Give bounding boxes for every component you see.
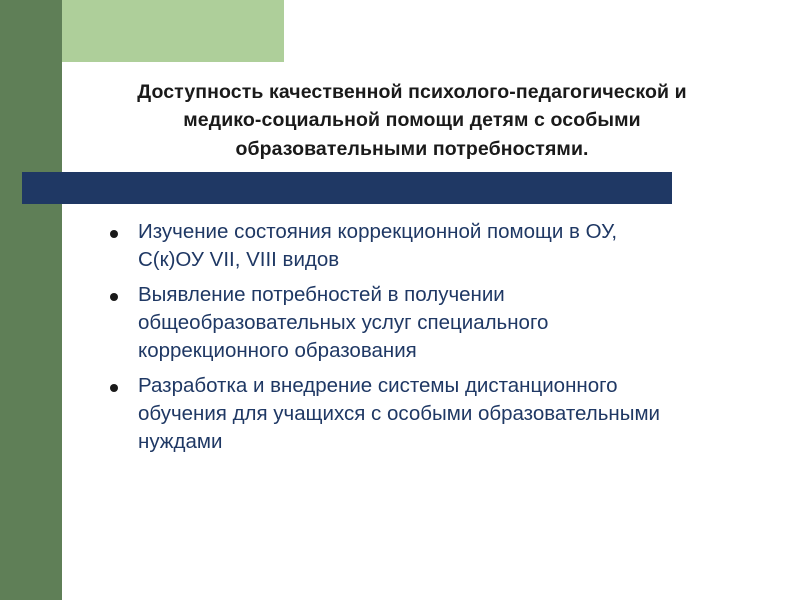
bullet-dot-icon: [110, 218, 138, 240]
list-item: [110, 218, 670, 273]
list-item: [110, 372, 670, 455]
title-line-3: образовательными потребностями.: [235, 137, 589, 160]
list-item-text: Изучение состояния коррекционной помощи в ОУ, С(к)ОУ VII, VIII видов: [138, 220, 618, 271]
title-accent-bar: [22, 172, 672, 204]
slide-title: [62, 78, 762, 163]
title-line-1: Доступность качественной психолого-педагогической и: [137, 81, 687, 103]
bullet-list: [110, 218, 670, 463]
list-item-text: Разработка и внедрение системы дистанционного обучения для учащихся с особыми образовательными нуждами: [138, 374, 660, 453]
title-line-2: медико-социальной помощи детям с особыми: [183, 109, 641, 132]
list-item-text: Выявление потребностей в получении общеобразовательных услуг специального коррекционного образования: [138, 283, 549, 362]
list-item: [110, 281, 670, 364]
left-decorative-band: [0, 0, 62, 600]
bullet-dot-icon: [110, 372, 138, 394]
top-decorative-block: [62, 0, 284, 62]
bullet-dot-icon: [110, 281, 138, 303]
